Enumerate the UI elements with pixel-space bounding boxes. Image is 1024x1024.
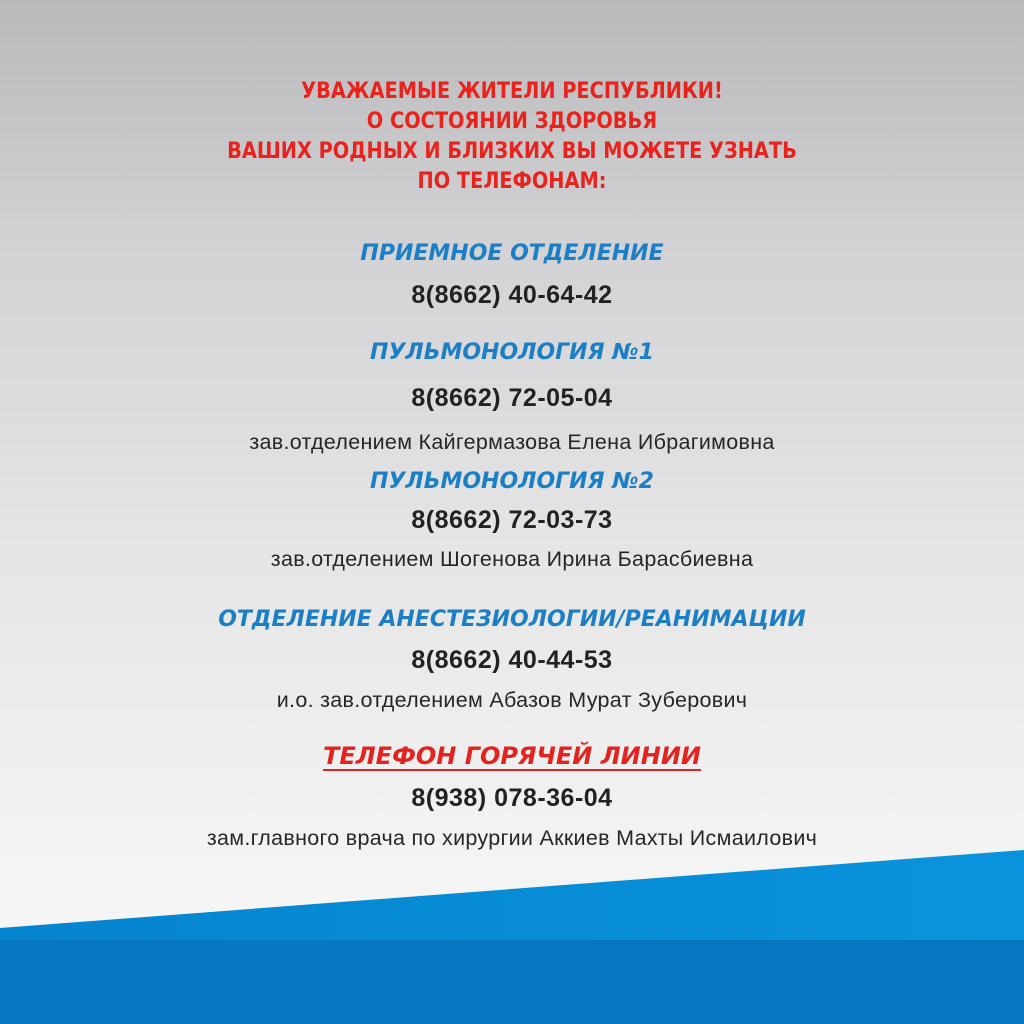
- phone-pulmonology-2: 8(8662) 72-03-73: [411, 506, 613, 534]
- phone-pulmonology-1: 8(8662) 72-05-04: [411, 384, 613, 412]
- header-line: ВАШИХ РОДНЫХ И БЛИЗКИХ ВЫ МОЖЕТЕ УЗНАТЬ: [227, 138, 797, 164]
- header-line: УВАЖАЕМЫЕ ЖИТЕЛИ РЕСПУБЛИКИ!: [301, 78, 723, 104]
- hotline-title: ТЕЛЕФОН ГОРЯЧЕЙ ЛИНИИ: [322, 742, 701, 770]
- phone-reception: 8(8662) 40-64-42: [411, 281, 613, 309]
- header-line: ПО ТЕЛЕФОНАМ:: [417, 168, 607, 194]
- head-pulmonology-1: зав.отделением Кайгермазова Елена Ибрагимовна: [249, 430, 775, 454]
- phone-anesthesiology: 8(8662) 40-44-53: [411, 646, 613, 674]
- department-name-reception: ПРИЕМНОЕ ОТДЕЛЕНИЕ: [360, 241, 664, 266]
- department-name-pulmonology-1: ПУЛЬМОНОЛОГИЯ №1: [370, 340, 654, 365]
- head-pulmonology-2: зав.отделением Шогенова Ирина Барасбиевна: [270, 547, 754, 571]
- header-message: [72, 76, 953, 196]
- head-anesthesiology: и.о. зав.отделением Абазов Мурат Зуберович: [276, 688, 748, 712]
- hotline-phone: 8(938) 078-36-04: [411, 784, 613, 812]
- department-name-pulmonology-2: ПУЛЬМОНОЛОГИЯ №2: [370, 469, 654, 494]
- hotline-person: зам.главного врача по хирургии Аккиев Махты Исмаилович: [206, 826, 818, 850]
- header-line: О СОСТОЯНИИ ЗДОРОВЬЯ: [366, 108, 658, 134]
- department-name-anesthesiology: ОТДЕЛЕНИЕ АНЕСТЕЗИОЛОГИИ/РЕАНИМАЦИИ: [218, 607, 806, 632]
